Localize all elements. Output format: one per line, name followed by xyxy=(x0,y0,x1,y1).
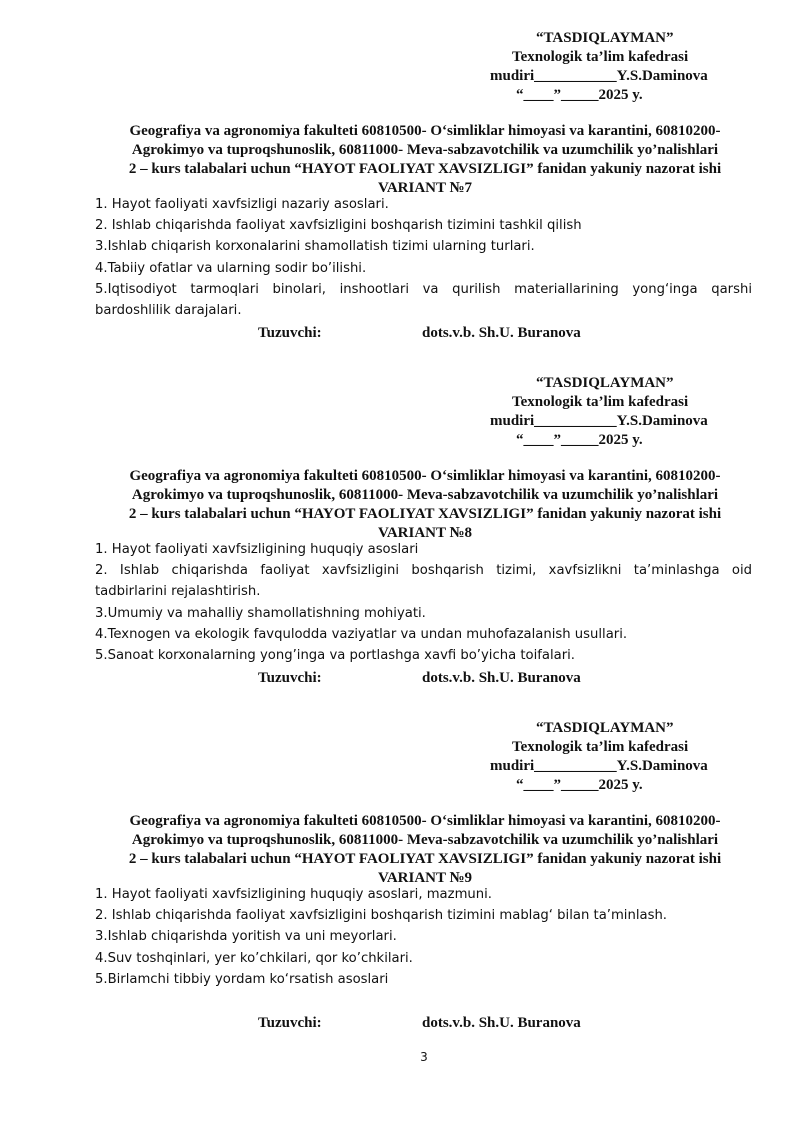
author-name: dots.v.b. Sh.U. Buranova xyxy=(422,1015,581,1031)
question-item: 5.Sanoat korxonalarning yong’inga va portlashga xavfi bo’yicha toifalari. xyxy=(95,648,575,664)
author-label: Tuzuvchi: xyxy=(258,325,322,341)
question-item: 4.Tabiiy ofatlar va ularning sodir bo’ilishi. xyxy=(95,260,367,276)
variant-title: VARIANT №9 xyxy=(377,870,473,886)
heading-line: Agrokimyo va tuproqshunoslik, 60811000- Meva-sabzavotchilik va uzumchilik yo’nalishlari xyxy=(131,142,719,158)
question-list xyxy=(95,884,752,990)
question-list xyxy=(95,539,752,666)
question-item: 1. Hayot faoliyati xavfsizligining huquqiy asoslari, mazmuni. xyxy=(95,887,492,902)
approval-head: mudiri___________Y.S.Daminova xyxy=(490,413,708,429)
heading-line: Geografiya va agronomiya fakulteti 60810500- O‘simliklar himoyasi va karantini, 60810200- xyxy=(129,468,721,484)
question-item: 2. Ishlab chiqarishda faoliyat xavfsizligini boshqarish tizimi, xavfsizlikni ta’minlashga oid tadbirlarini rejalashtirish. xyxy=(95,563,752,600)
approval-block xyxy=(470,719,760,795)
author-name: dots.v.b. Sh.U. Buranova xyxy=(422,325,581,341)
question-item: 2. Ishlab chiqarishda faoliyat xavfsizligini boshqarish tizimini tashkil qilish xyxy=(95,218,582,234)
question-item: 1. Hayot faoliyati xavfsizligining huquqiy asoslari xyxy=(95,542,419,557)
approval-department: Texnologik ta’lim kafedrasi xyxy=(512,394,689,410)
exam-heading xyxy=(95,467,755,543)
heading-line: 2 – kurs talabalari uchun “HAYOT FAOLIYAT XAVSIZLIGI” fanidan yakuniy nazorat ishi xyxy=(128,161,722,177)
exam-heading xyxy=(95,812,755,888)
heading-line: 2 – kurs talabalari uchun “HAYOT FAOLIYAT XAVSIZLIGI” fanidan yakuniy nazorat ishi xyxy=(128,506,722,522)
approval-date: “____”_____2025 y. xyxy=(516,432,643,448)
approval-head: mudiri___________Y.S.Daminova xyxy=(490,68,708,84)
page-number: 3 xyxy=(420,1050,428,1064)
approval-title: “TASDIQLAYMAN” xyxy=(536,375,674,391)
question-item: 5.Birlamchi tibbiy yordam ko‘rsatish asoslari xyxy=(95,971,389,987)
question-item: 2. Ishlab chiqarishda faoliyat xavfsizligini boshqarish tizimini mablag‘ bilan ta’minlash. xyxy=(95,908,667,924)
question-item: 3.Ishlab chiqarish korxonalarini shamollatish tizimi ularning turlari. xyxy=(95,239,535,255)
author-name: dots.v.b. Sh.U. Buranova xyxy=(422,670,581,686)
question-list xyxy=(95,194,752,321)
approval-department: Texnologik ta’lim kafedrasi xyxy=(512,49,689,65)
approval-block xyxy=(470,374,760,450)
question-item: 3.Umumiy va mahalliy shamollatishning mohiyati. xyxy=(95,605,426,621)
exam-heading xyxy=(95,122,755,198)
heading-line: 2 – kurs talabalari uchun “HAYOT FAOLIYAT XAVSIZLIGI” fanidan yakuniy nazorat ishi xyxy=(128,851,722,867)
question-item: 4.Texnogen va ekologik favqulodda vaziyatlar va undan muhofazalanish usullari. xyxy=(95,626,628,642)
heading-line: Geografiya va agronomiya fakulteti 60810500- O‘simliklar himoyasi va karantini, 60810200- xyxy=(129,813,721,829)
heading-line: Geografiya va agronomiya fakulteti 60810500- O‘simliklar himoyasi va karantini, 60810200- xyxy=(129,123,721,139)
variant-title: VARIANT №7 xyxy=(377,180,473,196)
approval-title: “TASDIQLAYMAN” xyxy=(536,720,674,736)
approval-date: “____”_____2025 y. xyxy=(516,777,643,793)
question-item: 4.Suv toshqinlari, yer ko’chkilari, qor ko’chkilari. xyxy=(95,950,413,966)
question-item: 3.Ishlab chiqarishda yoritish va uni meyorlari. xyxy=(95,929,397,945)
author-label: Tuzuvchi: xyxy=(258,1015,322,1031)
variant-title: VARIANT №8 xyxy=(377,525,473,541)
author-label: Tuzuvchi: xyxy=(258,670,322,686)
question-item: 5.Iqtisodiyot tarmoqlari binolari, inshootlari va qurilish materiallarining yong‘inga qarshi bardoshlilik darajalari. xyxy=(95,281,752,319)
approval-date: “____”_____2025 y. xyxy=(516,87,643,103)
heading-line: Agrokimyo va tuproqshunoslik, 60811000- Meva-sabzavotchilik va uzumchilik yo’nalishlari xyxy=(131,832,719,848)
approval-department: Texnologik ta’lim kafedrasi xyxy=(512,739,689,755)
approval-head: mudiri___________Y.S.Daminova xyxy=(490,758,708,774)
heading-line: Agrokimyo va tuproqshunoslik, 60811000- Meva-sabzavotchilik va uzumchilik yo’nalishlari xyxy=(131,487,719,503)
question-item: 1. Hayot faoliyati xavfsizligi nazariy asoslari. xyxy=(95,197,389,212)
approval-block xyxy=(470,29,760,105)
approval-title: “TASDIQLAYMAN” xyxy=(536,30,674,46)
